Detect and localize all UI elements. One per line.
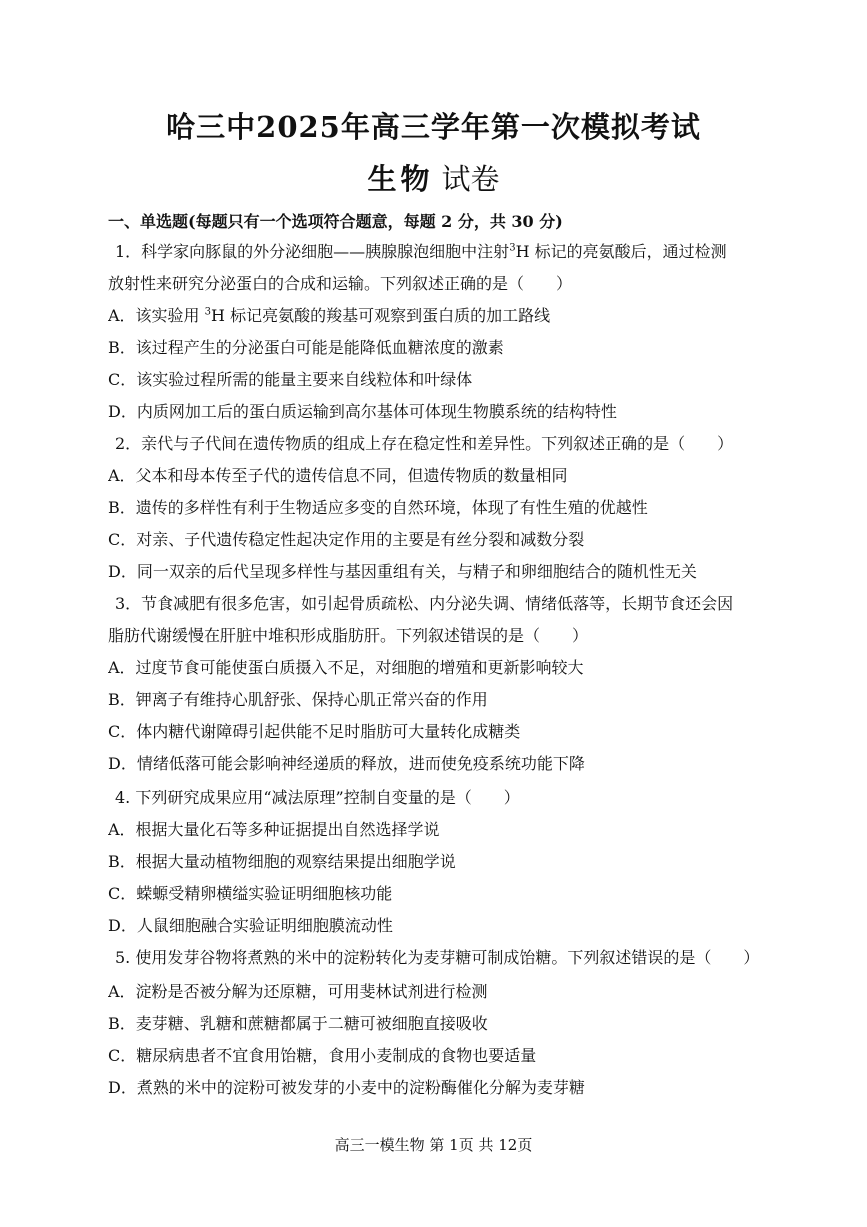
- question-1-stem: 1．科学家向豚鼠的外分泌细胞——胰腺腺泡细胞中注射$^3$H 标记的亮氨酸后，通过检测: [115, 242, 727, 261]
- question-3-stem: 3．节食减肥有很多危害，如引起骨质疏松、内分泌失调、情绪低落等，长期节食还会因: [115, 594, 734, 613]
- question-3-stem-cont: 脂肪代谢缓慢在肝脏中堆积形成脂肪肝。下列叙述错误的是（ ）: [108, 626, 589, 645]
- question-2-option-b: B．遗传的多样性有利于生物适应多变的自然环境，体现了有性生殖的优越性: [108, 498, 648, 517]
- question-2-option-c: C．对亲、子代遗传稳定性起决定作用的主要是有丝分裂和减数分裂: [108, 530, 585, 549]
- exam-title: 哈三中2025年高三学年第一次模拟考试: [166, 110, 701, 144]
- question-5-option-c: C．糖尿病患者不宜食用饴糖，食用小麦制成的食物也要适量: [108, 1046, 537, 1065]
- question-2-option-a: A．父本和母本传至子代的遗传信息不同，但遗传物质的数量相同: [108, 466, 568, 485]
- question-1-option-b: B．该过程产生的分泌蛋白可能是能降低血糖浓度的激素: [108, 338, 504, 357]
- question-4-option-a: A．根据大量化石等多种证据提出自然选择学说: [108, 820, 440, 839]
- question-2-option-d: D．同一双亲的后代呈现多样性与基因重组有关，与精子和卵细胞结合的随机性无关: [108, 562, 697, 581]
- question-3-option-b: B．钾离子有维持心肌舒张、保持心肌正常兴奋的作用: [108, 690, 488, 709]
- question-1-stem-cont: 放射性来研究分泌蛋白的合成和运输。下列叙述正确的是（ ）: [108, 274, 573, 293]
- question-1-option-d: D．内质网加工后的蛋白质运输到高尔基体可体现生物膜系统的结构特性: [108, 402, 617, 421]
- question-4-option-d: D．人鼠细胞融合实验证明细胞膜流动性: [108, 916, 393, 935]
- question-5-option-d: D．煮熟的米中的淀粉可被发芽的小麦中的淀粉酶催化分解为麦芽糖: [108, 1078, 585, 1097]
- question-5-option-b: B．麦芽糖、乳糖和蔗糖都属于二糖可被细胞直接吸收: [108, 1014, 488, 1033]
- question-1-option-c: C．该实验过程所需的能量主要来自线粒体和叶绿体: [108, 370, 473, 389]
- question-3-option-a: A．过度节食可能使蛋白质摄入不足，对细胞的增殖和更新影响较大: [108, 658, 584, 677]
- question-1-option-a: A．该实验用 $^3$H 标记亮氨酸的羧基可观察到蛋白质的加工路线: [108, 306, 551, 325]
- page-footer: 高三一模生物 第 1页 共 12页: [334, 1136, 533, 1154]
- question-2-stem: 2．亲代与子代间在遗传物质的组成上存在稳定性和差异性。下列叙述正确的是（ ）: [115, 434, 734, 453]
- section-heading: 一、单选题(每题只有一个选项符合题意，每题 2 分，共 30 分): [108, 212, 563, 231]
- question-3-option-c: C．体内糖代谢障碍引起供能不足时脂肪可大量转化成糖类: [108, 722, 521, 741]
- paper-label: 试卷: [441, 162, 500, 196]
- question-4-option-c: C．蝾螈受精卵横缢实验证明细胞核功能: [108, 884, 393, 903]
- exam-subtitle: [0, 157, 867, 198]
- question-5-option-a: A．淀粉是否被分解为还原糖，可用斐林试剂进行检测: [108, 982, 488, 1001]
- question-5-stem: 5. 使用发芽谷物将煮熟的米中的淀粉转化为麦芽糖可制成饴糖。下列叙述错误的是（ ）: [115, 948, 760, 967]
- question-4-option-b: B．根据大量动植物细胞的观察结果提出细胞学说: [108, 852, 456, 871]
- subject-name: 生物: [367, 162, 434, 196]
- question-3-option-d: D．情绪低落可能会影响神经递质的释放，进而使免疫系统功能下降: [108, 754, 585, 773]
- question-4-stem: 4. 下列研究成果应用“减法原理”控制自变量的是（ ）: [115, 788, 520, 807]
